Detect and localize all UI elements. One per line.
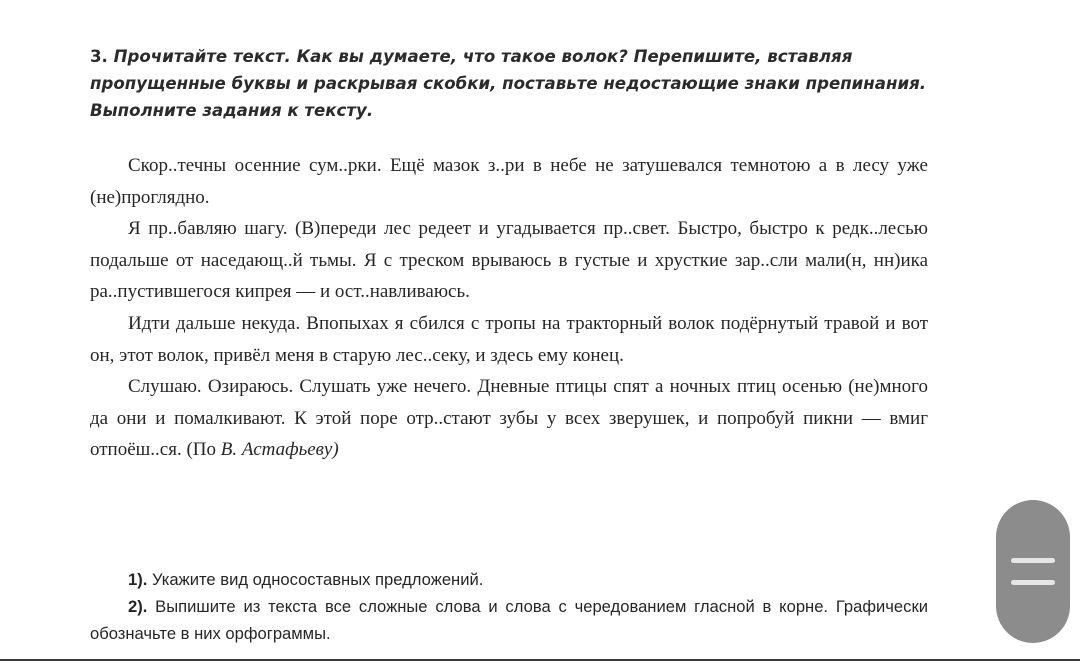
text-paragraph-2: Я пр..бавляю шагу. (В)переди лес редеет и угадывается пр..свет. Быстро, быстро к редк..лесью подальше от наседающ..й тьмы. Я с треском врываюсь в густые и хрусткие зар..сли мали(н, нн)ика ра..пустившегося кипрея — и ост..навливаюсь.: [90, 218, 928, 303]
task-number: 3.: [90, 47, 108, 66]
question-2-text: Выпишите из текста все сложные слова и слова с чередованием гласной в корне. Графически обозначьте в них орфограммы.: [90, 597, 928, 643]
questions-list: [90, 566, 928, 647]
menu-button[interactable]: [996, 500, 1070, 643]
question-1-text: Укажите вид односоставных предложений.: [152, 570, 484, 589]
question-1-number: 1).: [128, 570, 148, 589]
bottom-divider: [0, 659, 1080, 661]
task-instructions: Прочитайте текст. Как вы думаете, что такое волок? Перепишите, вставляя пропущенные буквы и раскрывая скобки, поставьте недостающие знаки препинания. Выполните задания к тексту.: [90, 47, 927, 120]
hamburger-menu-icon: [1011, 558, 1055, 586]
text-paragraph-3: Идти дальше некуда. Впопыхах я сбился с тропы на тракторный волок подёрнутый травой и вот он, этот волок, привёл меня в старую лес..секу, и здесь ему конец.: [90, 312, 928, 366]
reading-text: [90, 150, 928, 466]
question-2: [90, 593, 928, 647]
text-paragraph-1: Скор..течны осенние сум..рки. Ещё мазок з..ри в небе не затушевался темнотою а в лесу уже (не)проглядно.: [90, 155, 928, 208]
text-paragraph-4: [90, 371, 928, 466]
task-heading: [90, 43, 940, 124]
text-paragraph-4-body: Слушаю. Озираюсь. Слушать уже нечего. Дневные птицы спят а ночных птиц осенью (не)много да они и помалкивают. К этой поре отр..стают зубы у всех зверушек, и попробуй пикни — вмиг отпоёш..ся.: [90, 376, 928, 461]
menu-icon-bar-top: [1011, 558, 1055, 563]
attribution-author: В. Астафьеву): [220, 439, 339, 461]
question-1: [90, 566, 928, 593]
question-2-number: 2).: [128, 597, 148, 616]
menu-icon-bar-bottom: [1011, 580, 1055, 585]
attribution-prefix: (По: [186, 439, 221, 461]
